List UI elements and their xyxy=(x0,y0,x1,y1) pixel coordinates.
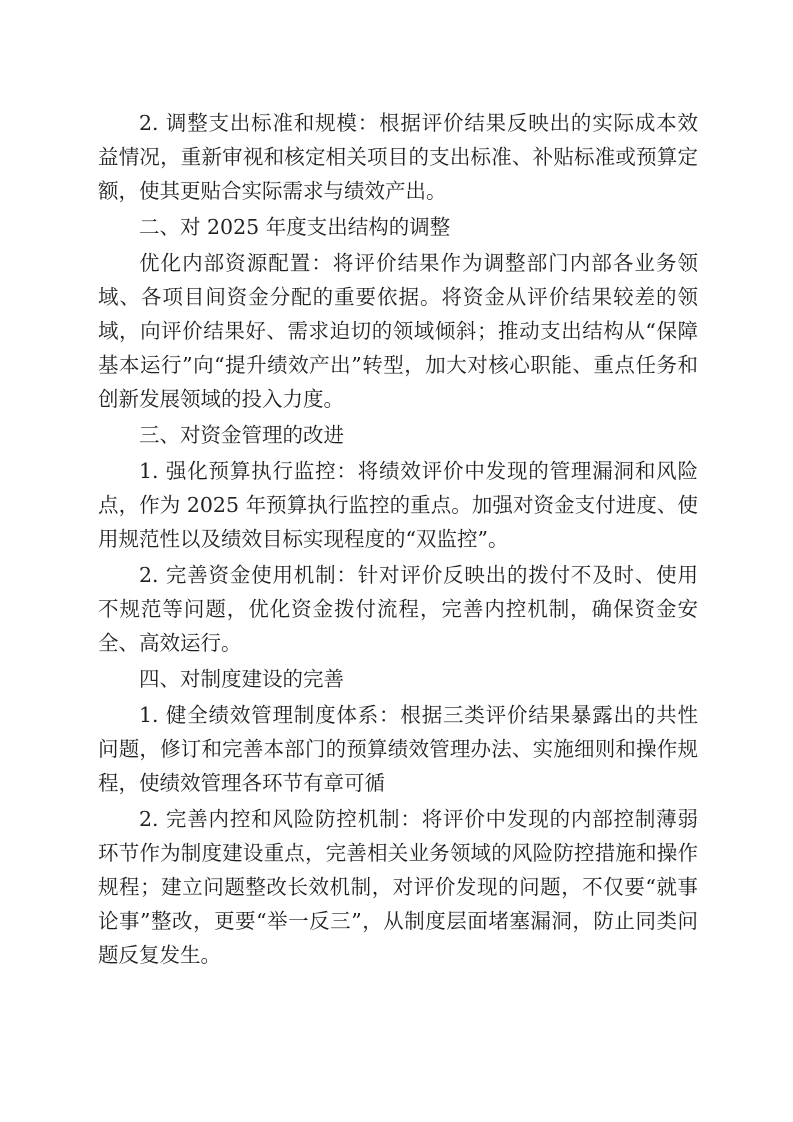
paragraph-adjust-standards: 2. 调整支出标准和规模：根据评价结果反映出的实际成本效益情况，重新审视和核定相关项目的支出标准、补贴标准或预算定额，使其更贴合实际需求与绩效产出。 xyxy=(98,111,698,203)
paragraph-fund-usage-mechanism: 2. 完善资金使用机制：针对评价反映出的拨付不及时、使用不规范等问题，优化资金拨付流程，完善内控机制，确保资金安全、高效运行。 xyxy=(98,563,698,655)
section-heading-system-building: 四、对制度建设的完善 xyxy=(139,667,344,691)
section-heading-fund-management: 三、对资金管理的改进 xyxy=(139,423,344,447)
paragraph-performance-system: 1. 健全绩效管理制度体系：根据三类评价结果暴露出的共性问题，修订和完善本部门的预算绩效管理办法、实施细则和操作规程，使绩效管理各环节有章可循 xyxy=(98,703,698,795)
paragraph-optimize-resources: 优化内部资源配置：将评价结果作为调整部门内部各业务领域、各项目间资金分配的重要依据。将资金从评价结果较差的领域，向评价结果好、需求迫切的领域倾斜；推动支出结构从“保障基本运行”向“提升绩效产出”转型，加大对核心职能、重点任务和创新发展领域的投入力度。 xyxy=(98,251,698,411)
paragraph-budget-monitoring: 1. 强化预算执行监控：将绩效评价中发现的管理漏洞和风险点，作为 2025 年预算执行监控的重点。加强对资金支付进度、使用规范性以及绩效目标实现程度的“双监控”。 xyxy=(98,459,698,551)
document-body xyxy=(98,106,698,974)
paragraph-internal-control: 2. 完善内控和风险防控机制：将评价中发现的内部控制薄弱环节作为制度建设重点，完善相关业务领域的风险防控措施和操作规程；建立问题整改长效机制，对评价发现的问题，不仅要“就事论事”整改，更要“举一反三”，从制度层面堵塞漏洞，防止同类问题反复发生。 xyxy=(98,807,698,967)
section-heading-2025-structure: 二、对 2025 年度支出结构的调整 xyxy=(139,215,451,239)
